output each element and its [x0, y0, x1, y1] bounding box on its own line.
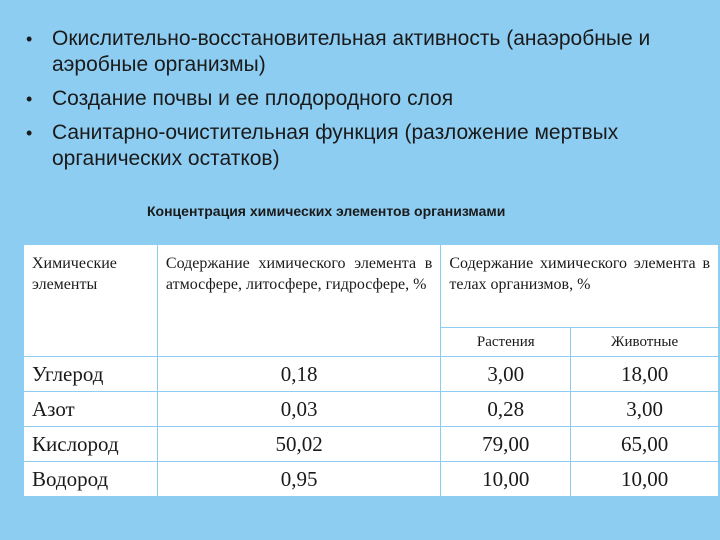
- cell-animals: 18,00: [571, 357, 719, 392]
- header-elements: Химические элементы: [24, 245, 158, 357]
- header-animals: Животные: [571, 328, 719, 357]
- bullet-dot-icon: •: [26, 29, 33, 49]
- header-environment: Содержание химического элемента в атмосфере, литосфере, гидросфере, %: [157, 245, 440, 357]
- bullet-dot-icon: •: [26, 123, 33, 143]
- bullet-dot-icon: •: [26, 89, 33, 109]
- cell-plants: 10,00: [441, 462, 571, 497]
- table-row: [24, 392, 719, 427]
- header-organisms: Содержание химического элемента в телах организмов, %: [441, 245, 719, 328]
- bullet-item: [18, 86, 708, 112]
- table-row: [24, 357, 719, 392]
- table-row: [24, 462, 719, 497]
- cell-plants: 3,00: [441, 357, 571, 392]
- cell-env: 0,95: [157, 462, 440, 497]
- cell-animals: 65,00: [571, 427, 719, 462]
- cell-element: Азот: [24, 392, 158, 427]
- table-caption: Концентрация химических элементов организмами: [147, 203, 506, 219]
- header-plants: Растения: [441, 328, 571, 357]
- cell-env: 0,18: [157, 357, 440, 392]
- cell-env: 0,03: [157, 392, 440, 427]
- bullet-list: [18, 26, 708, 180]
- cell-element: Кислород: [24, 427, 158, 462]
- element-concentration-table: [23, 244, 719, 497]
- table-header-row: [24, 245, 719, 328]
- cell-env: 50,02: [157, 427, 440, 462]
- cell-plants: 0,28: [441, 392, 571, 427]
- cell-animals: 3,00: [571, 392, 719, 427]
- bullet-text: Окислительно-восстановительная активность (анаэробные и аэробные организмы): [52, 27, 651, 76]
- cell-animals: 10,00: [571, 462, 719, 497]
- bullet-text: Создание почвы и ее плодородного слоя: [52, 87, 454, 110]
- cell-element: Водород: [24, 462, 158, 497]
- bullet-item: [18, 120, 708, 172]
- cell-plants: 79,00: [441, 427, 571, 462]
- bullet-item: [18, 26, 708, 78]
- cell-element: Углерод: [24, 357, 158, 392]
- bullet-text: Санитарно-очистительная функция (разложение мертвых органических остатков): [52, 121, 619, 170]
- table-row: [24, 427, 719, 462]
